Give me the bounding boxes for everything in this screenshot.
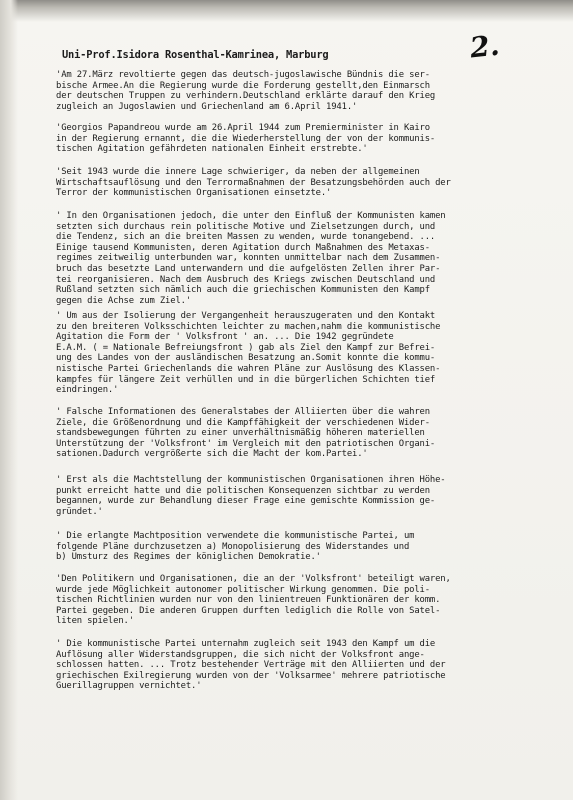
paragraph-line: 'Am 27.März revoltierte gegen das deutsch-jugoslawische Bündnis die ser- bbox=[56, 70, 430, 80]
paragraph-line: Wirtschaftsauflösung und den Terrormaßnahmen der Besatzungsbehörden auch der bbox=[56, 177, 451, 188]
paragraph-line: E.A.M. ( = Nationale Befreiungsfront ) gab als Ziel den Kampf zur Befrei- bbox=[56, 342, 436, 353]
paragraph-line: tei reorganisieren. Nach dem Ausbruch des Kriegs zwischen Deutschland und bbox=[56, 274, 436, 285]
paragraph-line: kampfes für längere Zeit verhüllen und in die bürgerlichen Schichten tief bbox=[56, 374, 436, 385]
paragraph-line: gründet.' bbox=[56, 506, 103, 517]
paragraph-line: 'Den Politikern und Organisationen, die an der 'Volksfront' beteiligt waren, bbox=[56, 574, 451, 584]
quote-paragraph bbox=[56, 311, 440, 396]
paragraph-line: nistische Partei Griechenlands die wahren Pläne zur Auslösung des Klassen- bbox=[56, 363, 441, 374]
paragraph-line: 'Georgios Papandreou wurde am 26.April 1944 zum Premierminister in Kairo bbox=[56, 123, 430, 133]
paragraph-line: liten spielen.' bbox=[56, 616, 134, 627]
paragraph-line: punkt erreicht hatte und die politischen Konsequenzen sichtbar zu werden bbox=[56, 485, 430, 496]
paragraph-line: ' Um aus der Isolierung der Vergangenheit herauszugeraten und den Kontakt bbox=[56, 311, 436, 321]
quote-paragraph bbox=[56, 167, 451, 199]
paragraph-line: in der Regierung ernannt, die die Wiederherstellung der von der kommunis- bbox=[56, 133, 436, 144]
paragraph-line: standsbewegungen führten zu einer unverhältnismäßig höheren materiellen bbox=[56, 428, 425, 439]
author-heading: Uni-Prof.Isidora Rosenthal-Kamrinea, Marburg bbox=[62, 49, 329, 61]
quote-paragraph bbox=[56, 123, 435, 155]
paragraph-line: eindringen.' bbox=[56, 385, 119, 396]
quote-paragraph bbox=[56, 211, 446, 306]
paragraph-line: Unterstützung der 'Volksfront' im Vergleich mit den patriotischen Organi- bbox=[56, 438, 436, 449]
paragraph-line: ung des Landes von der ausländischen Besatzung an.Somit konnte die kommu- bbox=[56, 353, 436, 364]
quote-paragraph bbox=[56, 475, 446, 517]
paragraph-line: Terror der kommunistischen Organisationen einsetzte.' bbox=[56, 188, 332, 199]
paragraph-line: ' Die erlangte Machtposition verwendete die kommunistische Partei, um bbox=[56, 531, 415, 541]
paragraph-line: folgende Pläne durchzusetzen a) Monopolisierung des Widerstandes und bbox=[56, 541, 410, 552]
paragraph-line: Agitation die Form der ' Volksfront ' an. ... Die 1942 gegründete bbox=[56, 332, 394, 343]
quote-paragraph bbox=[56, 407, 435, 460]
paragraph-line: Rußland setzten sich nämlich auch die griechischen Kommunisten den Kampf bbox=[56, 285, 430, 296]
paragraph-line: wurde jede Möglichkeit autonomer politischer Wirkung genommen. Die poli- bbox=[56, 584, 430, 595]
paragraph-line: Auflösung aller Widerstandsgruppen, die sich nicht der Volksfront ange- bbox=[56, 649, 425, 660]
paragraph-line: die Tendenz, sich an die breiten Massen zu wenden, wurde tonangebend. ... bbox=[56, 232, 436, 243]
paragraph-line: ' Falsche Informationen des Generalstabes der Alliierten über die wahren bbox=[56, 407, 430, 417]
paragraph-line: regimes zeitweilig unterbunden war, konnten unmittelbar nach dem Zusammen- bbox=[56, 253, 441, 264]
paragraph-line: zugleich an Jugoslawien und Griechenland am 6.April 1941.' bbox=[56, 101, 358, 112]
paragraph-line: bruch das besetzte Land unterwandern und die aufgelösten Zellen ihrer Par- bbox=[56, 263, 441, 274]
paragraph-line: 'Seit 1943 wurde die innere Lage schwieriger, da neben der allgemeinen bbox=[56, 167, 420, 177]
paragraph-line: b) Umsturz des Regimes der königlichen Demokratie.' bbox=[56, 552, 321, 563]
scan-shadow-left bbox=[0, 0, 18, 800]
paragraph-line: griechischen Exilregierung wurden von der 'Volksarmee' mehrere patriotische bbox=[56, 670, 446, 681]
paragraph-line: ' Erst als die Machtstellung der kommunistischen Organisationen ihren Höhe- bbox=[56, 475, 446, 485]
paragraph-line: bische Armee.An die Regierung wurde die Forderung gestellt,den Einmarsch bbox=[56, 80, 430, 91]
paragraph-line: sationen.Dadurch vergrößerte sich die Macht der kom.Partei.' bbox=[56, 449, 368, 460]
paragraph-line: Einige tausend Kommunisten, deren Agitation durch Maßnahmen des Metaxas- bbox=[56, 242, 430, 253]
paragraph-line: schlossen hatten. ... Trotz bestehender Verträge mit den Alliierten und der bbox=[56, 660, 446, 671]
paragraph-line: Partei gegeben. Die anderen Gruppen durften lediglich die Rolle von Satel- bbox=[56, 605, 441, 616]
quote-paragraph bbox=[56, 531, 414, 563]
paragraph-line: tischen Richtlinien wurden nur von den linientreuen Funktionären der komm. bbox=[56, 595, 441, 606]
scan-shadow-top bbox=[0, 0, 573, 22]
paragraph-line: Ziele, die Größenordnung und die Kampffähigkeit der verschiedenen Wider- bbox=[56, 417, 430, 428]
paragraph-line: setzten sich durchaus rein politische Motive und Zielsetzungen durch, und bbox=[56, 221, 436, 232]
paragraph-line: zu den breiteren Volksschichten leichter zu machen,nahm die kommunistische bbox=[56, 321, 441, 332]
quote-paragraph bbox=[56, 639, 446, 692]
paragraph-line: ' In den Organisationen jedoch, die unter den Einfluß der Kommunisten kamen bbox=[56, 211, 446, 221]
quote-paragraph bbox=[56, 70, 435, 112]
paragraph-line: begannen, wurde zur Behandlung dieser Frage eine gemischte Kommission ge- bbox=[56, 496, 436, 507]
paragraph-line: Guerillagruppen vernichtet.' bbox=[56, 681, 202, 692]
paragraph-line: gegen die Achse zum Ziel.' bbox=[56, 295, 192, 306]
quote-paragraph bbox=[56, 574, 451, 627]
paragraph-line: tischen Agitation gefährdeten nationalen Einheit erstrebte.' bbox=[56, 144, 368, 155]
paragraph-line: der deutschen Truppen zu verhindern.Deutschland erklärte darauf den Krieg bbox=[56, 91, 436, 102]
paragraph-line: ' Die kommunistische Partei unternahm zugleich seit 1943 den Kampf um die bbox=[56, 639, 436, 649]
page-number: 2. bbox=[468, 28, 501, 65]
